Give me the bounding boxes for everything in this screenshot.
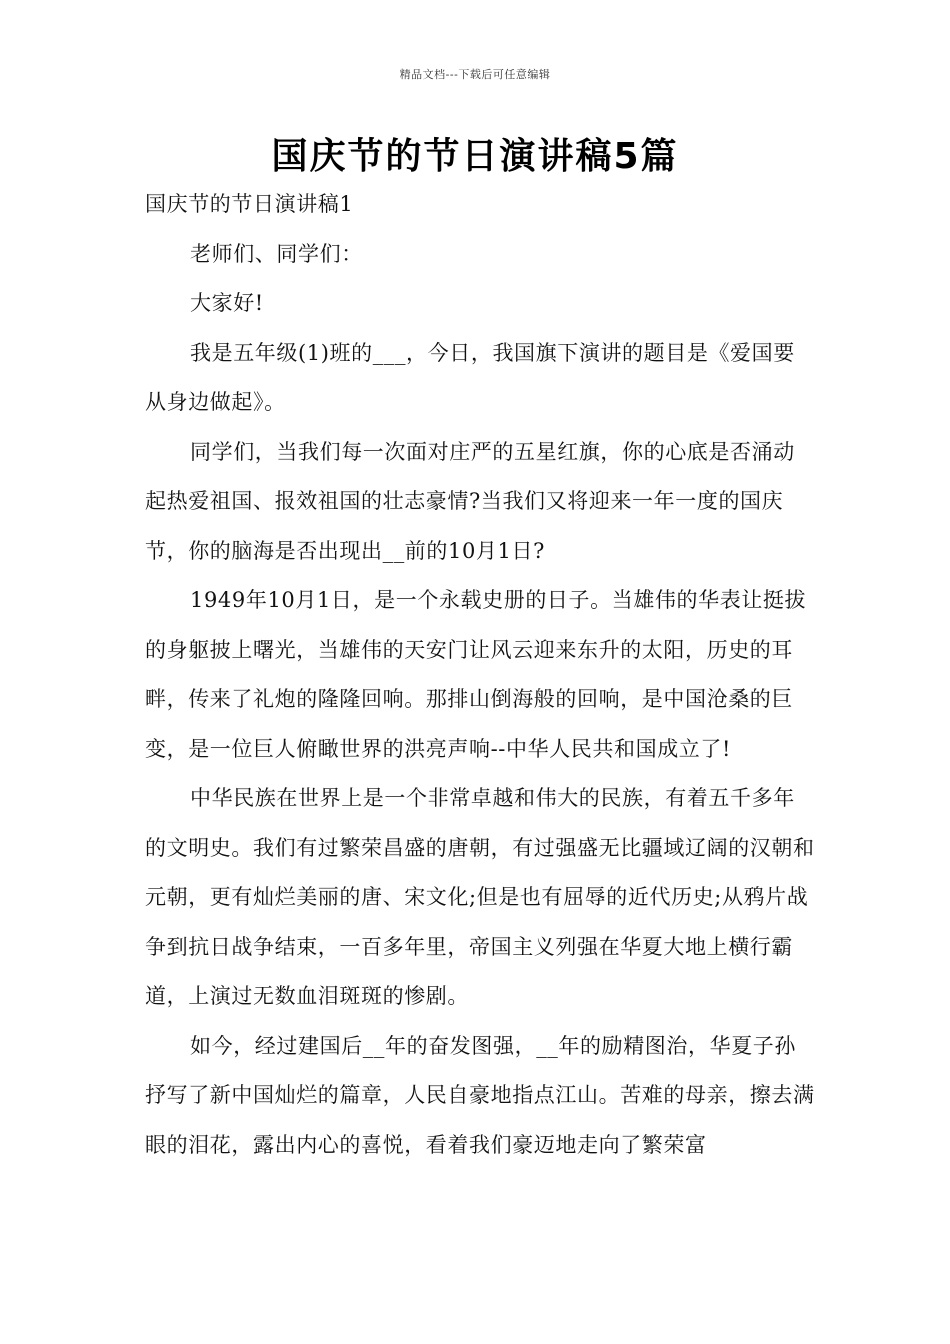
paragraph: 老师们、同学们： [190,241,363,266]
document-subtitle: 国庆节的节日演讲稿1 [145,192,354,216]
document-title: 国庆节的节日演讲稿5篇 [271,136,679,177]
document-body [145,180,815,1170]
paragraph: 如今，经过建国后__年的奋发图强，__年的励精图治，华夏子孙抒写了新中国灿烂的篇章，人民自豪地指点江山。苦难的母亲，擦去满眼的泪花，露出内心的喜悦，看着我们豪迈地走向了繁荣富 [145,1033,815,1157]
paragraph: 大家好! [190,291,264,315]
paragraph: 我是五年级(1)班的___，今日，我国旗下演讲的题目是《爱国要从身边做起》。 [145,340,795,414]
page-header: 精品文档---下载后可任意编辑 [399,68,551,81]
paragraph: 1949年10月1日，是一个永载史册的日子。当雄伟的华表让挺拔的身躯披上曙光，当雄伟的天安门让风云迎来东升的太阳，历史的耳畔，传来了礼炮的隆隆回响。那排山倒海般的回响，是中国沧桑的巨变，是一位巨人俯瞰世界的洪亮声响--中华人民共和国成立了! [145,588,807,761]
paragraph: 中华民族在世界上是一个非常卓越和伟大的民族，有着五千多年的文明史。我们有过繁荣昌盛的唐朝，有过强盛无比疆域辽阔的汉朝和元朝，更有灿烂美丽的唐、宋文化;但是也有屈辱的近代历史;从鸦片战争到抗日战争结束，一百多年里，帝国主义列强在华夏大地上横行霸道，上演过无数血泪斑斑的惨剧。 [145,786,815,1008]
paragraph: 同学们，当我们每一次面对庄严的五星红旗，你的心底是否涌动起热爱祖国、报效祖国的壮志豪情?当我们又将迎来一年一度的国庆节，你的脑海是否出现出__前的10月1日? [145,439,795,563]
